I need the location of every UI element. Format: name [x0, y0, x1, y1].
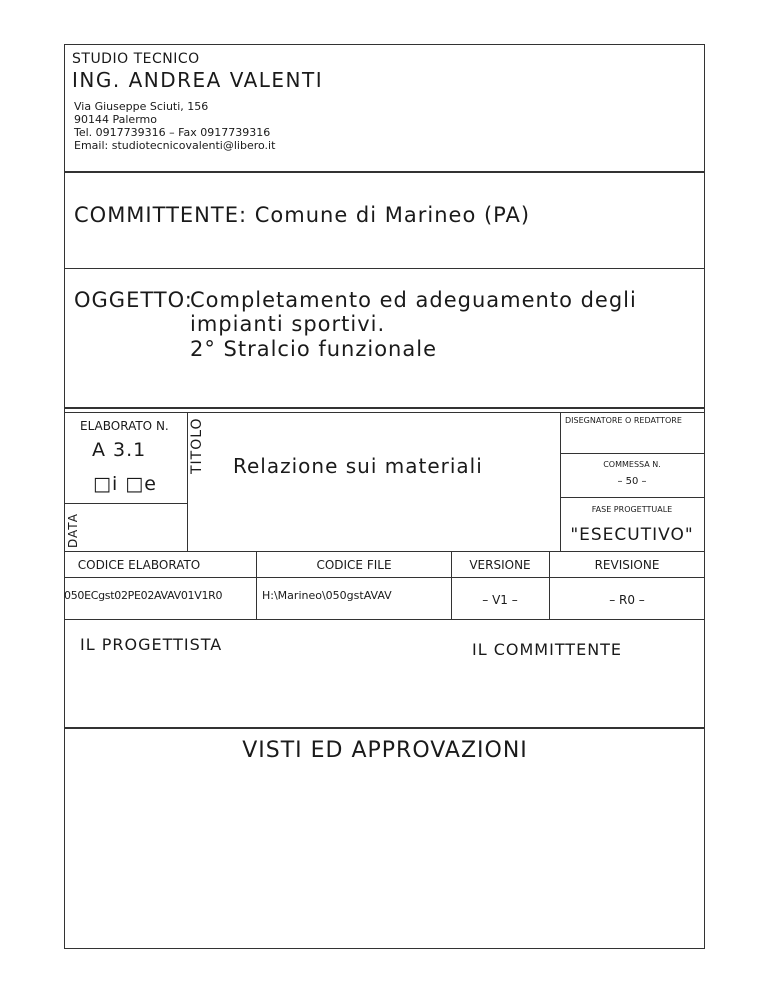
value-codice-file: H:\Marineo\050gstAVAV [262, 589, 392, 602]
studio-address: Via Giuseppe Sciuti, 156 [74, 100, 209, 113]
divider-oggetto [64, 407, 705, 409]
visti-approvazioni: VISTI ED APPROVAZIONI [242, 738, 528, 763]
committente-signature-label: IL COMMITTENTE [472, 640, 623, 659]
fase-label: FASE PROGETTUALE [591, 505, 673, 514]
header-codice-elaborato: CODICE ELABORATO [77, 558, 201, 572]
header-versione: VERSIONE [469, 558, 531, 572]
commessa-label: COMMESSA N. [603, 460, 661, 469]
oggetto-label: OGGETTO: [74, 288, 193, 312]
value-versione: – V1 – [482, 593, 518, 607]
col-divider-3 [549, 551, 550, 619]
divider-disegnatore [560, 453, 705, 454]
data-label: DATA [66, 513, 80, 548]
divider-oggetto-inner [64, 412, 705, 413]
disegnatore-label: DISEGNATORE O REDATTORE [565, 416, 682, 425]
oggetto-line-3: 2° Stralcio funzionale [190, 337, 437, 361]
divider-elaborato-titolo [187, 413, 188, 551]
oggetto-line-2: impianti sportivi. [190, 312, 386, 336]
header-revisione: REVISIONE [594, 558, 660, 572]
divider-committente [64, 268, 705, 269]
divider-commessa [560, 497, 705, 498]
divider-data [64, 503, 187, 504]
studio-email: Email: studiotecnicovalenti@libero.it [74, 139, 276, 152]
elaborato-number: A 3.1 [92, 439, 147, 461]
col-divider-2 [451, 551, 452, 619]
titolo-label: TITOLO [189, 417, 205, 474]
progettista-label: IL PROGETTISTA [80, 635, 223, 654]
committente-text: COMMITTENTE: Comune di Marineo (PA) [74, 203, 531, 227]
divider-signatures [64, 727, 705, 729]
divider-codes-mid [64, 577, 705, 578]
value-revisione: – R0 – [609, 593, 645, 607]
elaborato-symbols: □i □e [93, 473, 157, 495]
fase-value: "ESECUTIVO" [570, 525, 694, 545]
studio-phone: Tel. 0917739316 – Fax 0917739316 [74, 126, 271, 139]
commessa-value: – 50 – [617, 476, 647, 487]
studio-name: ING. ANDREA VALENTI [72, 68, 324, 92]
titolo-text: Relazione sui materiali [233, 454, 483, 478]
oggetto-line-1: Completamento ed adeguamento degli [190, 288, 637, 312]
value-codice-elaborato: 050ECgst02PE02AVAV01V1R0 [64, 589, 223, 602]
col-divider-1 [256, 551, 257, 619]
elaborato-label: ELABORATO N. [80, 419, 169, 433]
divider-codes-top [64, 551, 705, 552]
divider-titolo-side [560, 413, 561, 551]
studio-label: STUDIO TECNICO [72, 51, 200, 67]
divider-header [64, 171, 705, 173]
divider-codes-bottom [64, 619, 705, 620]
studio-city: 90144 Palermo [74, 113, 157, 126]
header-codice-file: CODICE FILE [316, 558, 392, 572]
